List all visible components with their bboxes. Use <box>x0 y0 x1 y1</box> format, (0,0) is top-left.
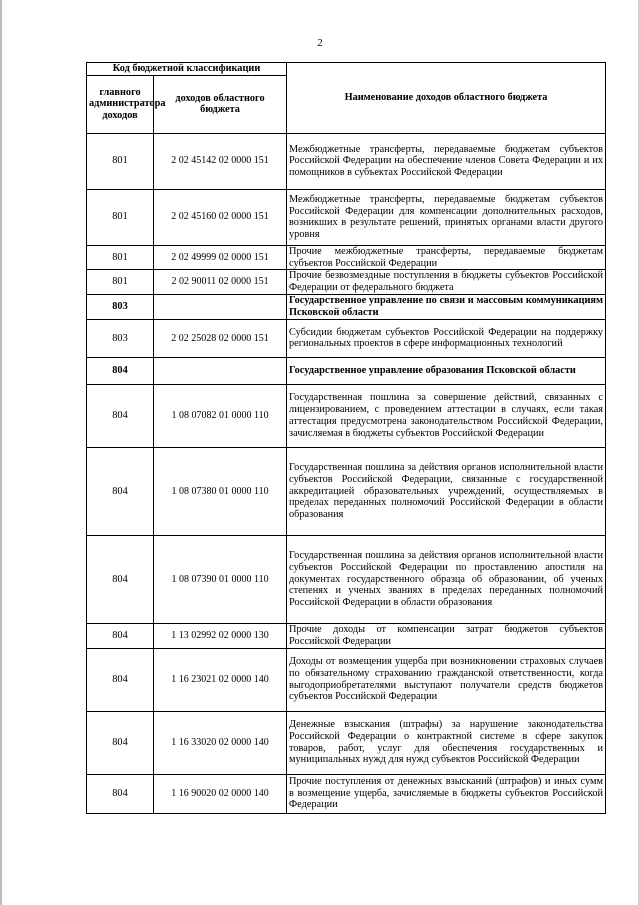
table-row <box>87 384 606 447</box>
table-row <box>87 447 606 535</box>
income-name-cell: Прочие межбюджетные трансферты, передаваемые бюджетам субъектов Российской Федерации <box>287 245 606 270</box>
income-code-cell: 1 16 23021 02 0000 140 <box>154 648 287 711</box>
income-code-cell: 2 02 49999 02 0000 151 <box>154 245 287 270</box>
page-number: 2 <box>317 37 323 49</box>
header-regional-income: доходов областного бюджета <box>154 75 287 133</box>
admin-code-cell: 803 <box>87 294 154 319</box>
table-header <box>87 63 606 134</box>
header-chief-administrator: главного администратора доходов <box>87 75 154 133</box>
table-row <box>87 774 606 813</box>
table-row <box>87 133 606 189</box>
budget-classification-table <box>86 62 606 814</box>
table-row <box>87 623 606 648</box>
admin-code-cell: 804 <box>87 357 154 384</box>
income-name-cell: Денежные взыскания (штрафы) за нарушение законодательства Российской Федерации о контрактной системе в сфере закупок товаров, работ, услуг для обеспечения государственных и муниципальных нужд для нужд субъектов Российской Федерации <box>287 711 606 774</box>
admin-code-cell: 803 <box>87 319 154 357</box>
income-code-cell: 1 08 07380 01 0000 110 <box>154 447 287 535</box>
table-row <box>87 357 606 384</box>
income-name-cell: Межбюджетные трансферты, передаваемые бюджетам субъектов Российской Федерации для компенсации дополнительных расходов, возникших в результате решений, принятых органами власти другого уровня <box>287 189 606 245</box>
admin-code-cell: 801 <box>87 270 154 295</box>
income-name-cell: Межбюджетные трансферты, передаваемые бюджетам субъектов Российской Федерации на обеспечение членов Совета Федерации и их помощников в субъектах Российской Федерации <box>287 133 606 189</box>
income-name-cell: Государственная пошлина за действия органов исполнительной власти субъектов Российской Федерации по проставлению апостиля на документах государственного образца об образовании, об ученых степенях и ученых званиях в пределах переданных полномочий Российской Федерации в области образования <box>287 535 606 623</box>
admin-code-cell: 801 <box>87 133 154 189</box>
table-row <box>87 535 606 623</box>
income-code-cell: 2 02 45142 02 0000 151 <box>154 133 287 189</box>
table-row <box>87 648 606 711</box>
income-code-cell: 1 08 07390 01 0000 110 <box>154 535 287 623</box>
income-name-cell: Доходы от возмещения ущерба при возникновении страховых случаев по обязательному страхованию гражданской ответственности, когда выгодоприобретателями выступают получатели средств бюджетов субъектов Российской Федерации <box>287 648 606 711</box>
income-code-cell: 1 08 07082 01 0000 110 <box>154 384 287 447</box>
table-row <box>87 245 606 270</box>
income-name-cell: Прочие безвозмездные поступления в бюджеты субъектов Российской Федерации от федерального бюджета <box>287 270 606 295</box>
income-name-cell: Прочие поступления от денежных взысканий (штрафов) и иных сумм в возмещение ущерба, зачисляемые в бюджеты субъектов Российской Федерации <box>287 774 606 813</box>
income-code-cell: 1 16 90020 02 0000 140 <box>154 774 287 813</box>
income-code-cell: 1 13 02992 02 0000 130 <box>154 623 287 648</box>
income-code-cell <box>154 294 287 319</box>
income-name-cell: Государственное управление образования Псковской области <box>287 357 606 384</box>
income-name-cell: Прочие доходы от компенсации затрат бюджетов субъектов Российской Федерации <box>287 623 606 648</box>
admin-code-cell: 804 <box>87 711 154 774</box>
income-name-cell: Государственная пошлина за совершение действий, связанных с лицензированием, с проведением аттестации в случаях, если такая аттестация предусмотрена законодательством Российской Федерации, зачисляемая в бюджеты субъектов Российской Федерации <box>287 384 606 447</box>
table-row <box>87 294 606 319</box>
income-name-cell: Субсидии бюджетам субъектов Российской Федерации на поддержку региональных проектов в сфере информационных технологий <box>287 319 606 357</box>
table-row <box>87 270 606 295</box>
admin-code-cell: 804 <box>87 774 154 813</box>
header-budget-code-group: Код бюджетной классификации <box>87 63 287 76</box>
income-code-cell: 2 02 90011 02 0000 151 <box>154 270 287 295</box>
table-row <box>87 319 606 357</box>
table-row <box>87 189 606 245</box>
table-row <box>87 711 606 774</box>
table-body <box>87 133 606 813</box>
admin-code-cell: 804 <box>87 447 154 535</box>
income-code-cell: 2 02 25028 02 0000 151 <box>154 319 287 357</box>
income-code-cell: 2 02 45160 02 0000 151 <box>154 189 287 245</box>
admin-code-cell: 804 <box>87 623 154 648</box>
income-code-cell: 1 16 33020 02 0000 140 <box>154 711 287 774</box>
admin-code-cell: 804 <box>87 648 154 711</box>
scan-edge-left <box>0 0 2 905</box>
admin-code-cell: 801 <box>87 245 154 270</box>
admin-code-cell: 804 <box>87 535 154 623</box>
admin-code-cell: 804 <box>87 384 154 447</box>
admin-code-cell: 801 <box>87 189 154 245</box>
income-name-cell: Государственное управление по связи и массовым коммуникациям Псковской области <box>287 294 606 319</box>
header-row-top <box>87 63 606 76</box>
income-name-cell: Государственная пошлина за действия органов исполнительной власти субъектов Российской Федерации, связанные с государственной аккредитацией образовательных учреждений, осуществляемых в пределах переданных полномочий Российской Федерации в области образования <box>287 447 606 535</box>
header-income-name: Наименование доходов областного бюджета <box>287 63 606 134</box>
income-code-cell <box>154 357 287 384</box>
